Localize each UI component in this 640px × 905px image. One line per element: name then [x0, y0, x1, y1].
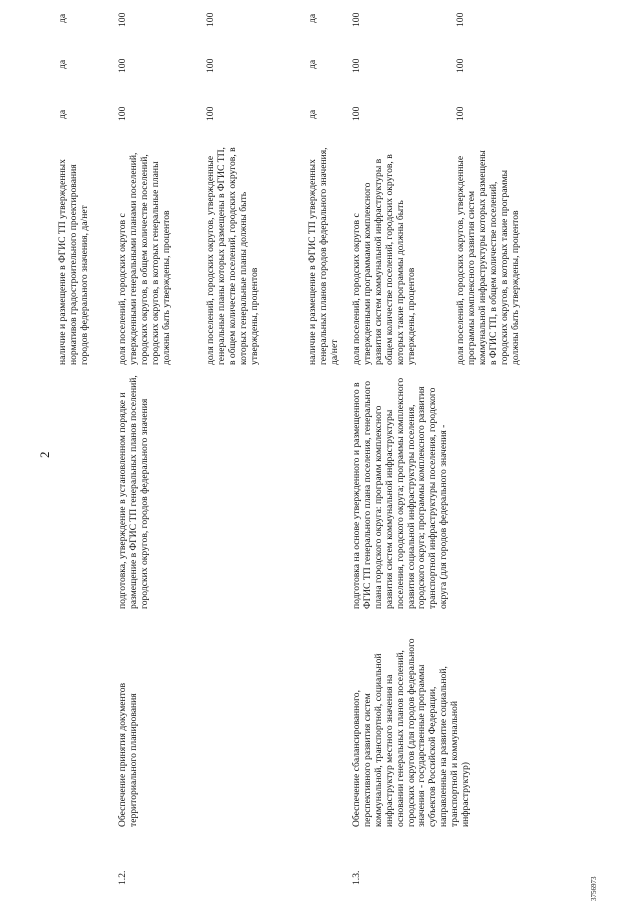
indicator-value: 100	[351, 12, 362, 27]
goal-text: Обеспечение сбалансированного, перспективного развития систем коммунальной, транспортной, социальной инфраструктур местного значения на основании генеральных планов поселений, городских округов (для городов федерального значения - государственные программы субъектов Российской Федерации, направленные на развитие социальной, транспортной и коммунальной инфраструктур)	[351, 638, 472, 827]
indicator-value: да	[57, 109, 68, 119]
indicator-value: 100	[117, 58, 128, 73]
indicator-value: 100	[455, 58, 466, 73]
indicator-value: да	[307, 59, 318, 69]
indicator-text: доля поселений, городских округов, утвержденные программы комплексного развития систем коммунальной инфраструктуры которых размещены в ФГИС ТП, в общем количестве поселений, городских округов, в которых такие программы должны быть утверждены, процентов	[455, 150, 521, 365]
task-text: подготовка, утверждение в установленном порядке и размещение в ФГИС ТП генеральных планов поселений, городских округов, городов федерального значения	[117, 375, 150, 609]
row-number: 1.2.	[117, 870, 128, 885]
indicator-value: да	[57, 13, 68, 23]
indicator-value: 100	[205, 106, 216, 121]
goal-text: Обеспечение принятия документов территориального планирования	[117, 682, 139, 827]
indicator-value: да	[57, 59, 68, 69]
indicator-text: доля поселений, городских округов, утвержденные генеральные планы которых размещены в ФГИС ТП, в общем количестве поселений, городских округов, в которых генеральные планы должны быть утверждены, процентов	[205, 147, 260, 365]
indicator-value: 100	[455, 106, 466, 121]
indicator-value: да	[307, 109, 318, 119]
indicator-value: 100	[117, 106, 128, 121]
indicator-value: 100	[205, 58, 216, 73]
indicator-value: 100	[351, 58, 362, 73]
task-text: подготовка на основе утвержденного и размещенного в ФГИС ТП генерального плана поселения, генерального плана городского округа: программ комплексного развития систем коммунальной инфраструктуры поселения, городского округа; программы комплексного развития социальной инфраструктуры поселения, городского округа; программы комплексного развития транспортной инфраструктуры поселения, городского округа (для городов федерального значения -	[351, 377, 450, 609]
indicator-text: доля поселений, городских округов с утвержденными программами комплексного развития систем коммунальной инфраструктуры в общем количестве поселений, городских округов, в которых такие программы должны быть утверждены, процентов	[351, 154, 417, 365]
indicator-text: наличие и размещение в ФГИС ТП утвержденных генеральных планов городов федерального значения, да/нет	[307, 147, 340, 365]
indicator-value: 100	[455, 12, 466, 27]
indicator-value: 100	[117, 12, 128, 27]
indicator-value: да	[307, 13, 318, 23]
footer-code: 3756973	[590, 876, 598, 901]
page-number: 2	[37, 451, 52, 458]
indicator-value: 100	[351, 106, 362, 121]
indicator-text: доля поселений, городских округов с утвержденными генеральными планами поселений, городских округов, в общем количестве поселений, городских округов, в которых генеральные планы должны быть утверждены, процентов	[117, 152, 172, 365]
indicator-value: 100	[205, 12, 216, 27]
indicator-text: наличие и размещение в ФГИС ТП утвержденных нормативов градостроительного проектирования городов федерального значения, да/нет	[57, 159, 90, 365]
row-number: 1.3.	[351, 870, 362, 885]
